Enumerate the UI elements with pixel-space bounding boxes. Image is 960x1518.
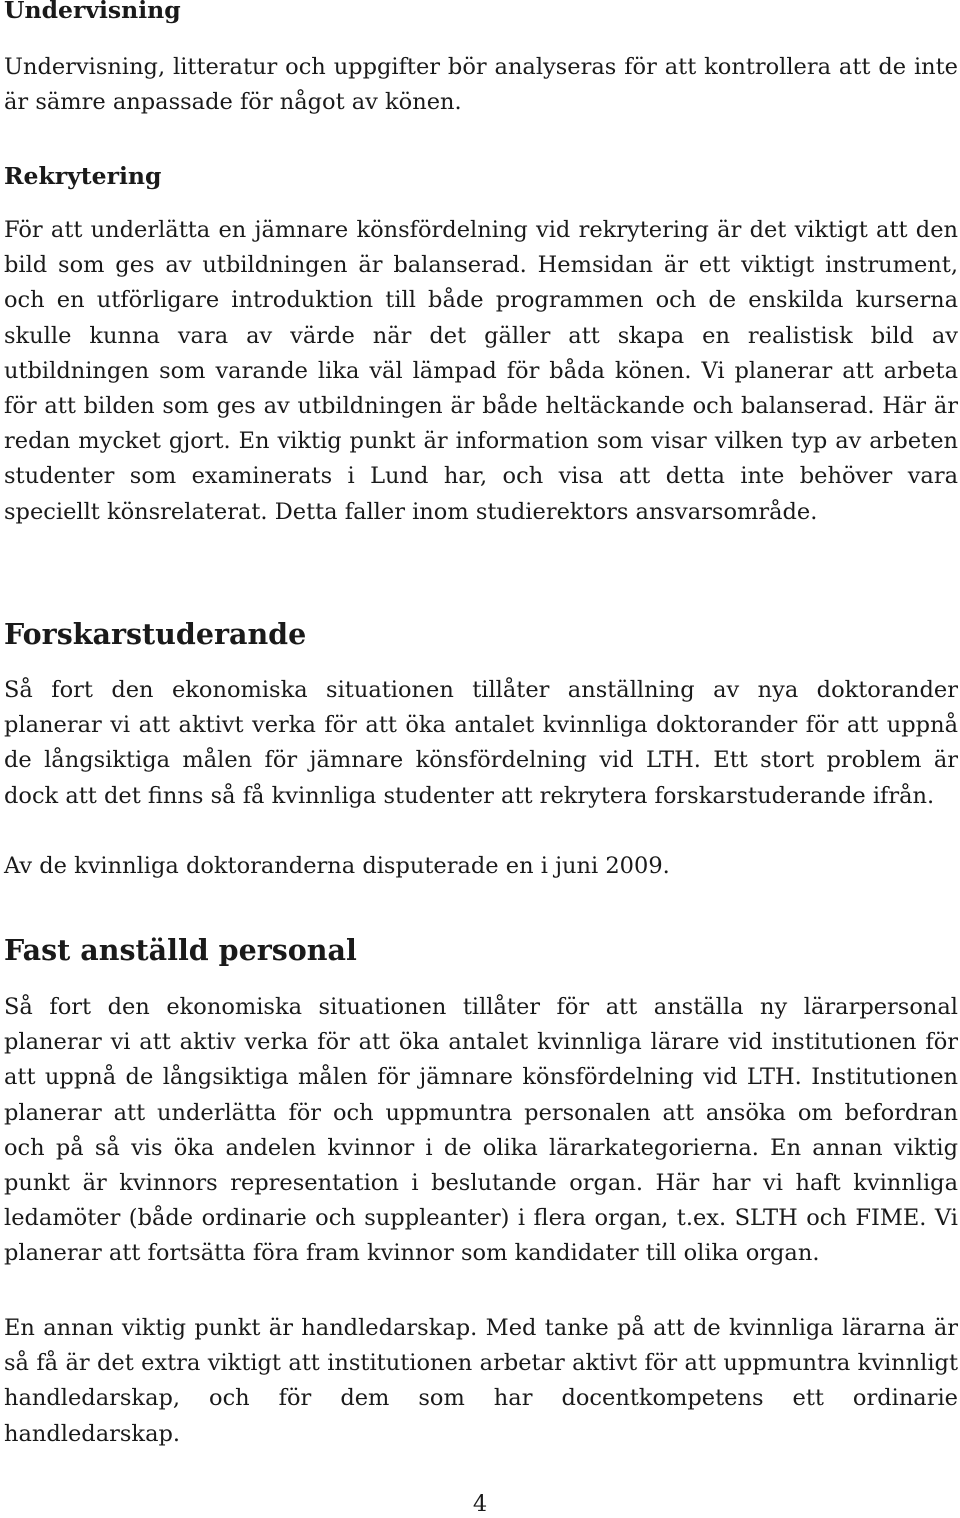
subsection-heading-undervisning: Undervisning bbox=[4, 0, 181, 24]
subsection-heading-rekrytering: Rekrytering bbox=[4, 162, 162, 190]
section-heading-forskarstuderande: Forskarstuderande bbox=[4, 617, 307, 651]
page-number: 4 bbox=[472, 1491, 488, 1517]
paragraph-undervisning: Undervisning, litteratur och uppgifter bör analyseras för att kontrollera att de inte är sämre anpassade för något av könen. bbox=[4, 54, 958, 116]
paragraph-rekrytering: För att underlätta en jämnare könsfördelning vid rekrytering är det viktigt att den bild som ges av utbildningen är balanserad. Hemsidan är ett viktigt instrument, och en utförligare introduktion till både programmen och de enskilda kurserna skulle kunna vara av värde när det gäller att skapa en realistisk bild av utbildningen som varande lika väl lämpad för båda könen. Vi planerar att arbeta för att bilden som ges av utbildningen är både heltäckande och balanserad. Här är redan mycket gjort. En viktig punkt är information som visar vilken typ av arbeten studenter som examinerats i Lund har, och visa att detta inte behöver vara speciellt könsrelaterat. Detta faller inom studierektors ansvarsområde. bbox=[4, 217, 958, 525]
paragraph-fast-anstalld-2: En annan viktig punkt är handledarskap. Med tanke på att de kvinnliga lärarna är så få är det extra viktigt att institutionen arbetar aktivt för att uppmuntra kvinnligt handledarskap, och för dem som har docentkompetens ett ordinarie handledarskap. bbox=[4, 1315, 958, 1447]
paragraph-forskarstuderande-2: Av de kvinnliga doktoranderna disputerade en i juni 2009. bbox=[4, 853, 670, 879]
paragraph-forskarstuderande-1: Så fort den ekonomiska situationen tillåter anställning av nya doktorander planerar vi att aktivt verka för att öka antalet kvinnliga doktorander för att uppnå de långsiktiga målen för jämnare könsfördelning vid LTH. Ett stort problem är dock att det finns så få kvinnliga studenter att rekrytera forskarstuderande ifrån. bbox=[4, 677, 958, 809]
section-heading-fast-anstalld-personal: Fast anställd personal bbox=[4, 933, 357, 967]
paragraph-fast-anstalld-1: Så fort den ekonomiska situationen tillåter för att anställa ny lärarpersonal planerar vi att aktiv verka för att öka antalet kvinnliga lärare vid institutionen för att uppnå de långsiktiga målen för jämnare könsfördelning vid LTH. Institutionen planerar att underlätta för och uppmuntra personalen att ansöka om befordran och på så vis öka andelen kvinnor i de olika lärarkategorierna. En annan viktig punkt är kvinnors representation i beslutande organ. Här har vi haft kvinnliga ledamöter (både ordinarie och suppleanter) i flera organ, t.ex. SLTH och FIME. Vi planerar att fortsätta föra fram kvinnor som kandidater till olika organ. bbox=[4, 994, 958, 1267]
